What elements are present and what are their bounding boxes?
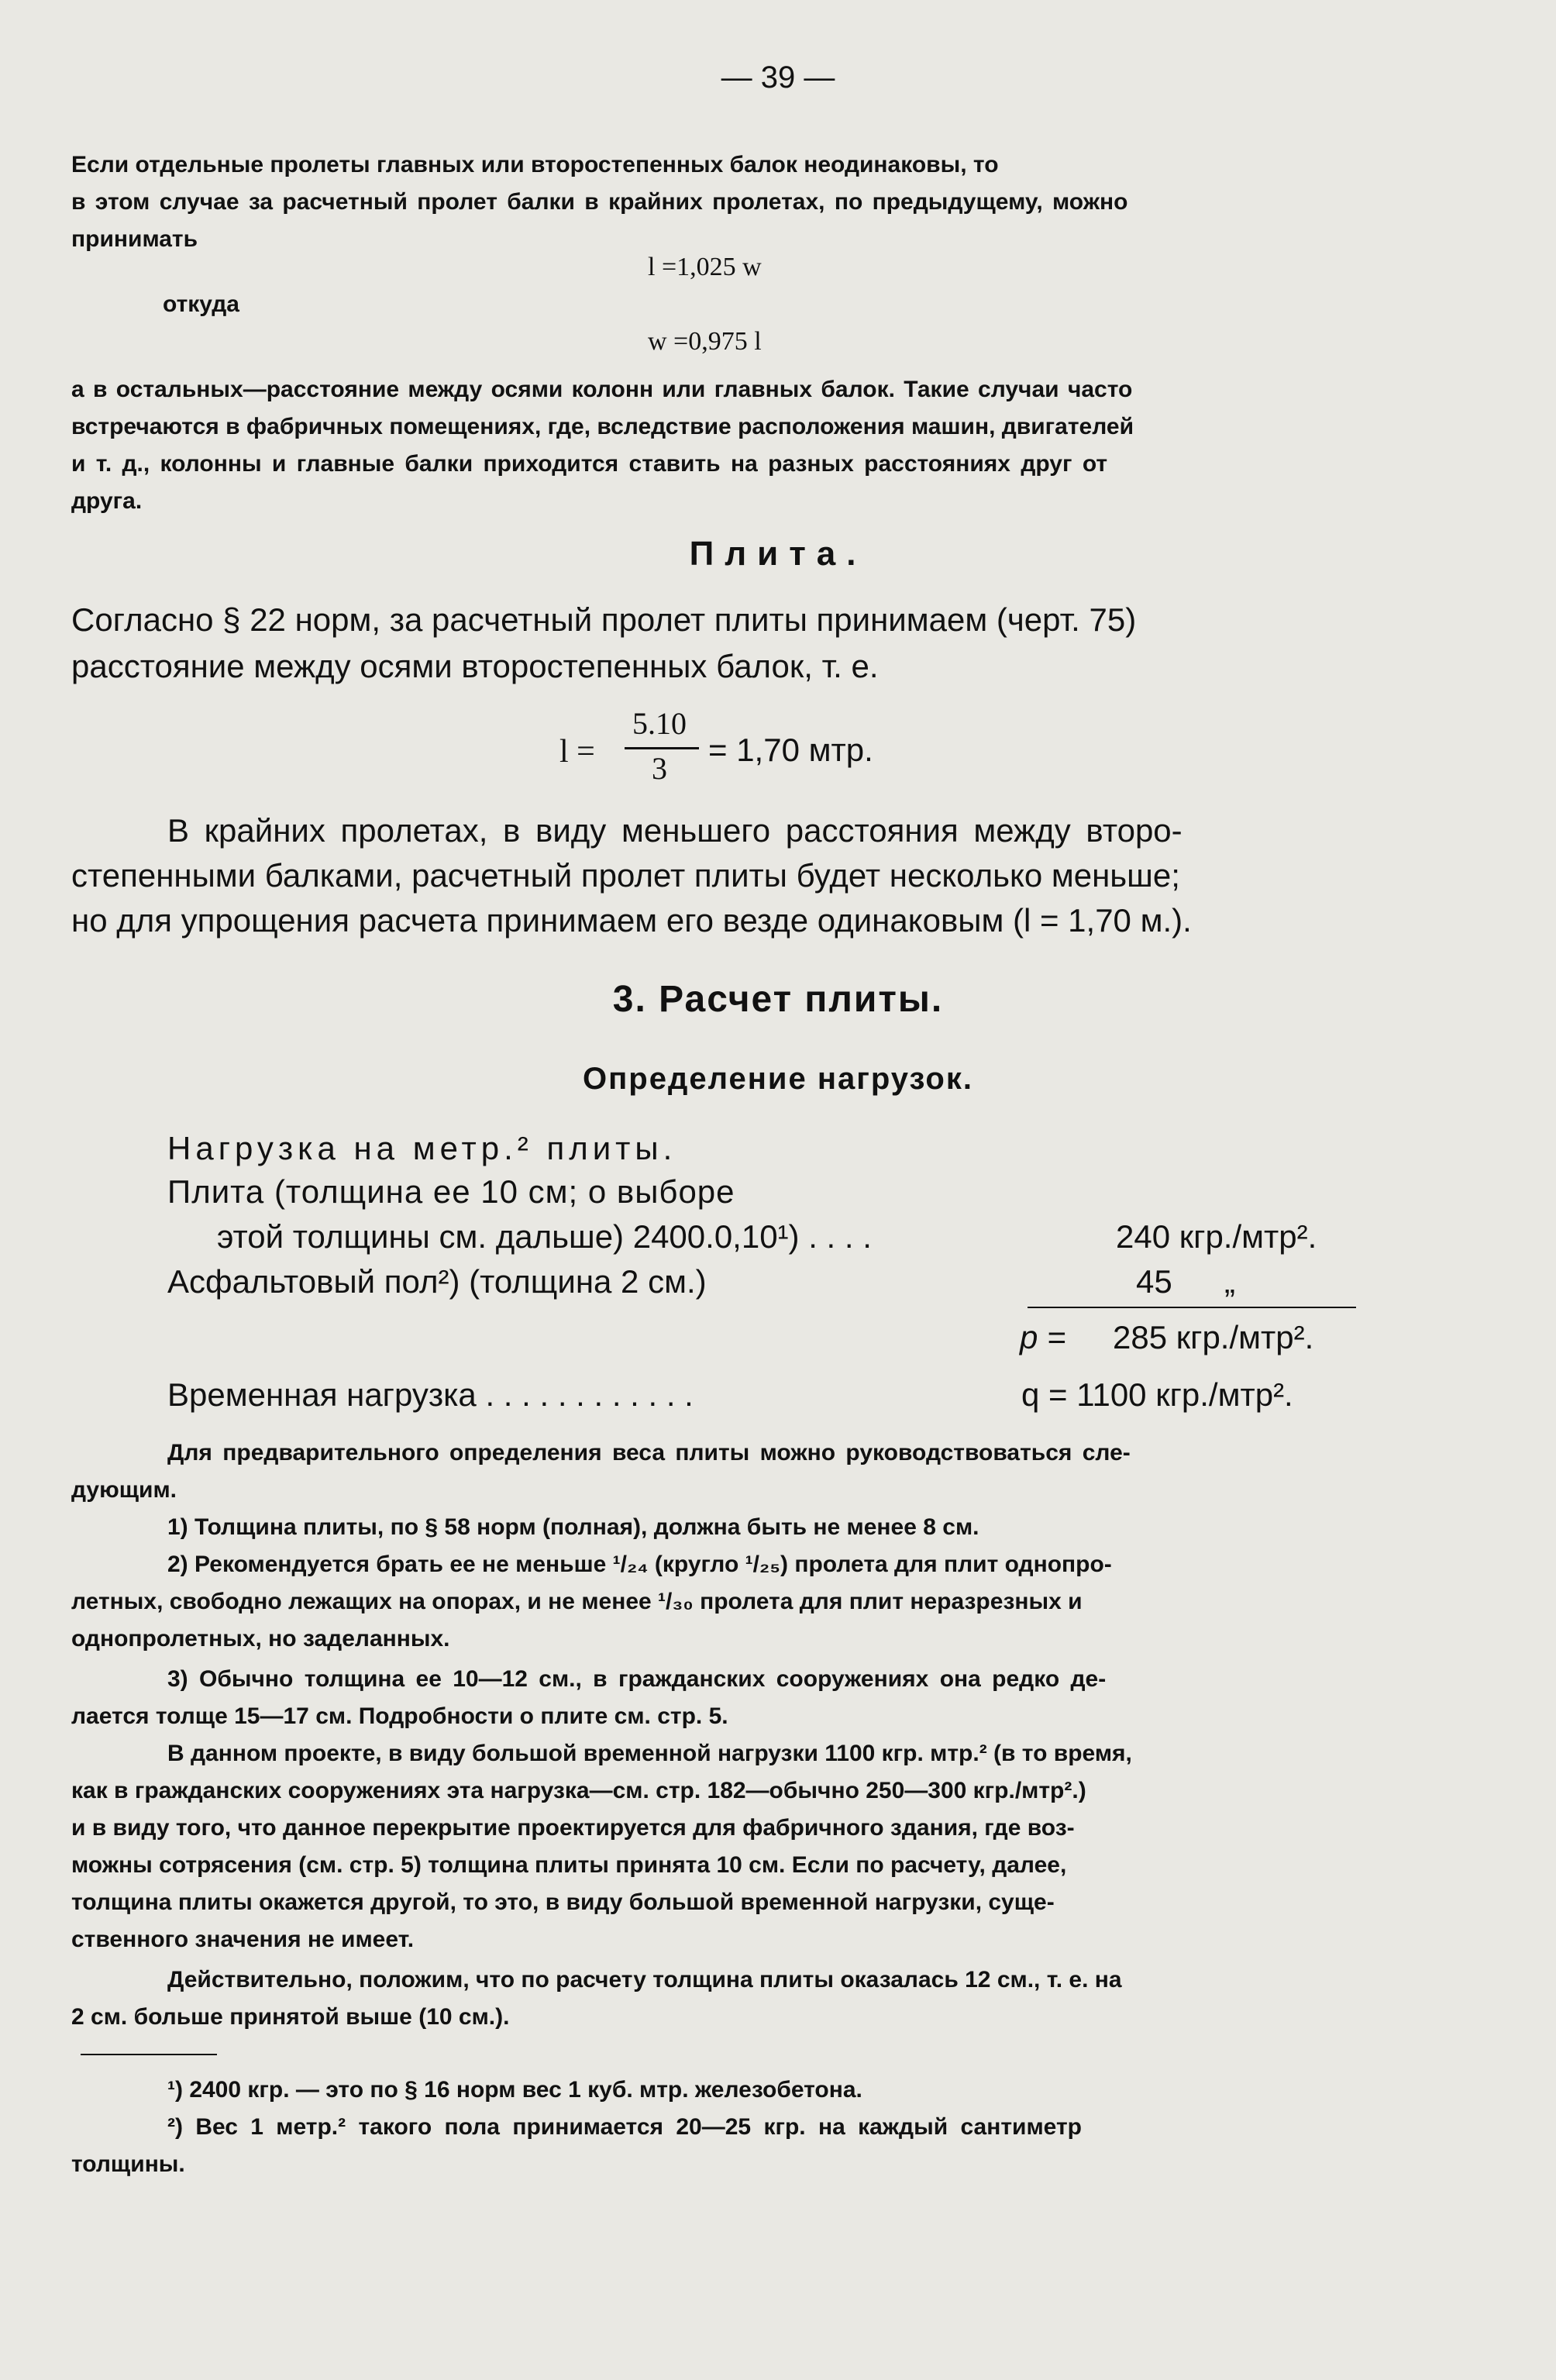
span-formula-lhs: l = bbox=[559, 734, 595, 770]
page-number: — 39 — bbox=[721, 60, 835, 95]
slab-line-2: этой толщины см. дальше) 2400.0,10¹) . . . . bbox=[217, 1218, 872, 1255]
formula-w: w =0,975 l bbox=[648, 327, 762, 356]
intro-line-4: а в остальных—расстояние между осями колонн или главных балок. Такие случаи часто bbox=[71, 377, 1133, 402]
plita-p1-line-2: расстояние между осями второстепенных балок, т. е. bbox=[71, 648, 879, 684]
asphalt-value: 45 bbox=[1136, 1263, 1172, 1300]
temp-load-label: Временная нагрузка . . . . . . . . . . . . bbox=[167, 1376, 694, 1413]
note-2-line-1: 2) Рекомендуется брать ее не меньше ¹/₂₄ (кругло ¹/₂₅) пролета для плит однопро- bbox=[167, 1552, 1112, 1577]
plita-p1-line-1: Согласно § 22 норм, за расчетный пролет плиты принимаем (черт. 75) bbox=[71, 601, 1137, 638]
plita-p2-line-3: но для упрощения расчета принимаем его везде одинаковым (l = 1,70 м.). bbox=[71, 902, 1192, 939]
p-label: p = bbox=[1020, 1319, 1066, 1355]
asphalt-unit: „ bbox=[1224, 1263, 1235, 1300]
intro-line-3: принимать bbox=[71, 226, 198, 252]
project-line-2: как в гражданских сооружениях эта нагрузка—см. стр. 182—обычно 250—300 кгр./мтр².) bbox=[71, 1778, 1086, 1803]
intro-line-1: Если отдельные пролеты главных или второстепенных балок неодинаковы, то bbox=[71, 152, 999, 177]
note-2-line-3: однопролетных, но заделанных. bbox=[71, 1626, 450, 1652]
project-line-3: и в виду того, что данное перекрытие проектируется для фабричного здания, где воз- bbox=[71, 1815, 1075, 1841]
footnote-2-line-2: толщины. bbox=[71, 2151, 185, 2177]
project-line-1: В данном проекте, в виду большой временной нагрузки 1100 кгр. мтр.² (в то время, bbox=[167, 1741, 1132, 1766]
intro-line-7: друга. bbox=[71, 488, 143, 514]
span-formula-numerator: 5.10 bbox=[632, 706, 687, 741]
note-3-line-1: 3) Обычно толщина ее 10—12 см., в гражданских сооружениях она редко де- bbox=[167, 1666, 1107, 1692]
note-1: 1) Толщина плиты, по § 58 норм (полная), должна быть не менее 8 см. bbox=[167, 1514, 979, 1540]
asphalt-label: Асфальтовый пол²) (толщина 2 см.) bbox=[167, 1263, 707, 1300]
intro-line-5: встречаются в фабричных помещениях, где, вследствие расположения машин, двигателей bbox=[71, 414, 1134, 439]
example-line-2: 2 см. больше принятой выше (10 см.). bbox=[71, 2004, 510, 2030]
intro-line-2: в этом случае за расчетный пролет балки в крайних пролетах, по предыдущему, можно bbox=[71, 189, 1128, 215]
span-formula-denominator: 3 bbox=[652, 751, 667, 786]
span-formula-rhs: = 1,70 мтр. bbox=[708, 732, 873, 768]
footnote-1: ¹) 2400 кгр. — это по § 16 норм вес 1 куб. мтр. железобетона. bbox=[167, 2077, 862, 2103]
intro-line-6: и т. д., колонны и главные балки приходится ставить на разных расстояниях друг от bbox=[71, 451, 1108, 477]
intro-otkuda: откуда bbox=[163, 291, 239, 317]
span-formula-fraction-bar bbox=[625, 747, 699, 749]
temp-load-value: q = 1100 кгр./мтр². bbox=[1021, 1376, 1293, 1413]
project-line-4: можны сотрясения (см. стр. 5) толщина плиты принята 10 см. Если по расчету, далее, bbox=[71, 1852, 1067, 1878]
plita-p2-line-2: степенными балками, расчетный пролет плиты будет несколько меньше; bbox=[71, 857, 1180, 894]
heading-calc: 3. Расчет плиты. bbox=[612, 979, 944, 1020]
example-line-1: Действительно, положим, что по расчету толщина плиты оказалась 12 см., т. е. на bbox=[167, 1967, 1122, 1993]
sum-rule bbox=[1028, 1307, 1356, 1308]
slab-value: 240 кгр./мтр². bbox=[1116, 1218, 1317, 1255]
project-line-6: ственного значения не имеет. bbox=[71, 1927, 415, 1952]
footnote-rule bbox=[81, 2054, 217, 2055]
slab-line-1: Плита (толщина ее 10 см; о выборе bbox=[167, 1173, 735, 1210]
heading-plita: Плита. bbox=[689, 535, 867, 573]
p-value: 285 кгр./мтр². bbox=[1113, 1319, 1314, 1355]
load-title: Нагрузка на метр.² плиты. bbox=[167, 1130, 677, 1166]
note-3-line-2: лается толще 15—17 см. Подробности о плите см. стр. 5. bbox=[71, 1703, 728, 1729]
project-line-5: толщина плиты окажется другой, то это, в виду большой временной нагрузки, суще- bbox=[71, 1889, 1055, 1915]
notes-intro-1: Для предварительного определения веса плиты можно руководствоваться сле- bbox=[167, 1440, 1131, 1466]
plita-p2-line-1: В крайних пролетах, в виду меньшего расстояния между второ- bbox=[167, 812, 1182, 849]
notes-intro-2: дующим. bbox=[71, 1477, 177, 1503]
formula-l: l =1,025 w bbox=[648, 253, 762, 281]
note-2-line-2: летных, свободно лежащих на опорах, и не менее ¹/₃₀ пролета для плит неразрезных и bbox=[71, 1589, 1083, 1614]
footnote-2-line-1: ²) Вес 1 метр.² такого пола принимается 20—25 кгр. на каждый сантиметр bbox=[167, 2114, 1082, 2140]
subheading-loads: Определение нагрузок. bbox=[583, 1062, 973, 1096]
